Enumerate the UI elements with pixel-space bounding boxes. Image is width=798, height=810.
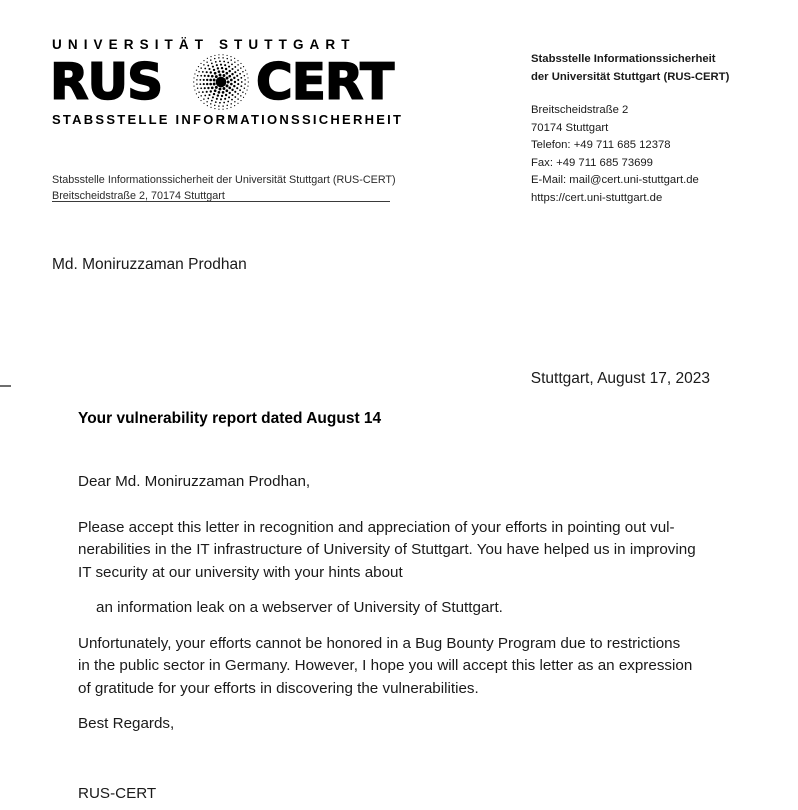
- paragraph-2-line-2: in the public sector in Germany. However, I hope you will accept this letter as an expression: [78, 657, 693, 674]
- address-website: https://cert.uni-stuttgart.de: [531, 191, 663, 204]
- address-street: Breitscheidstraße 2: [531, 104, 629, 116]
- logo-word-cert: CERT: [256, 52, 394, 111]
- address-phone: Telefon: +49 711 685 12378: [531, 139, 671, 151]
- letterhead-address-block: [531, 51, 781, 207]
- body-spacer-2: [78, 620, 710, 633]
- letter-body: [78, 471, 710, 805]
- sender-return-address: [52, 173, 397, 204]
- body-finding: [78, 597, 710, 620]
- logo-word-rus: RUS: [50, 52, 163, 111]
- body-closing: Best Regards,: [78, 715, 175, 732]
- paragraph-1-line-1: Please accept this letter in recognition and appreciation of your efforts in pointing out vul-: [78, 518, 675, 536]
- body-paragraph-2: [78, 633, 710, 701]
- finding-text: an information leak on a webserver of University of Stuttgart.: [96, 599, 503, 616]
- ruscert-logo: [50, 38, 422, 126]
- sender-line-2: Breitscheidstraße 2, 70174 Stuttgart: [52, 189, 225, 202]
- logo-university-line: UNIVERSITÄT STUTTGART: [52, 37, 356, 52]
- address-org-line-1: Stabsstelle Informationssicherheit: [531, 53, 716, 65]
- address-fax: Fax: +49 711 685 73699: [531, 156, 653, 169]
- body-paragraph-1: [78, 517, 710, 585]
- letter-date: Stuttgart, August 17, 2023: [530, 370, 710, 387]
- sender-underline-rule: [52, 201, 390, 202]
- paragraph-2-line-1: Unfortunately, your efforts cannot be honored in a Bug Bounty Program due to restrictions: [78, 634, 681, 652]
- letter-subject: Your vulnerability report dated August 14: [78, 410, 382, 427]
- paragraph-1-line-3: IT security at our university with your hints about: [78, 563, 403, 581]
- sender-line-1: Stabsstelle Informationssicherheit der Universität Stuttgart (RUS-CERT): [52, 174, 396, 186]
- body-salutation: Dear Md. Moniruzzaman Prodhan,: [78, 473, 311, 490]
- body-signature: RUS-CERT: [78, 784, 157, 802]
- address-city: 70174 Stuttgart: [531, 121, 609, 134]
- body-spacer-1: [78, 584, 710, 597]
- fold-mark: [0, 385, 11, 387]
- address-org-line-2: der Universität Stuttgart (RUS-CERT): [531, 70, 730, 83]
- paragraph-1-line-2: nerabilities in the IT infrastructure of University of Stuttgart. You have helped us in improving: [78, 541, 696, 558]
- address-organization: [531, 51, 781, 86]
- paragraph-2-line-3: of gratitude for your efforts in discovering the vulnerabilities.: [78, 679, 479, 697]
- halftone-globe-icon: [190, 51, 252, 113]
- logo-wordmark: [50, 52, 415, 111]
- address-contact: [531, 102, 781, 207]
- recipient-name: Md. Moniruzzaman Prodhan: [52, 256, 247, 273]
- logo-department-line: STABSSTELLE INFORMATIONSSICHERHEIT: [52, 111, 404, 127]
- address-email: E-Mail: mail@cert.uni-stuttgart.de: [531, 174, 699, 186]
